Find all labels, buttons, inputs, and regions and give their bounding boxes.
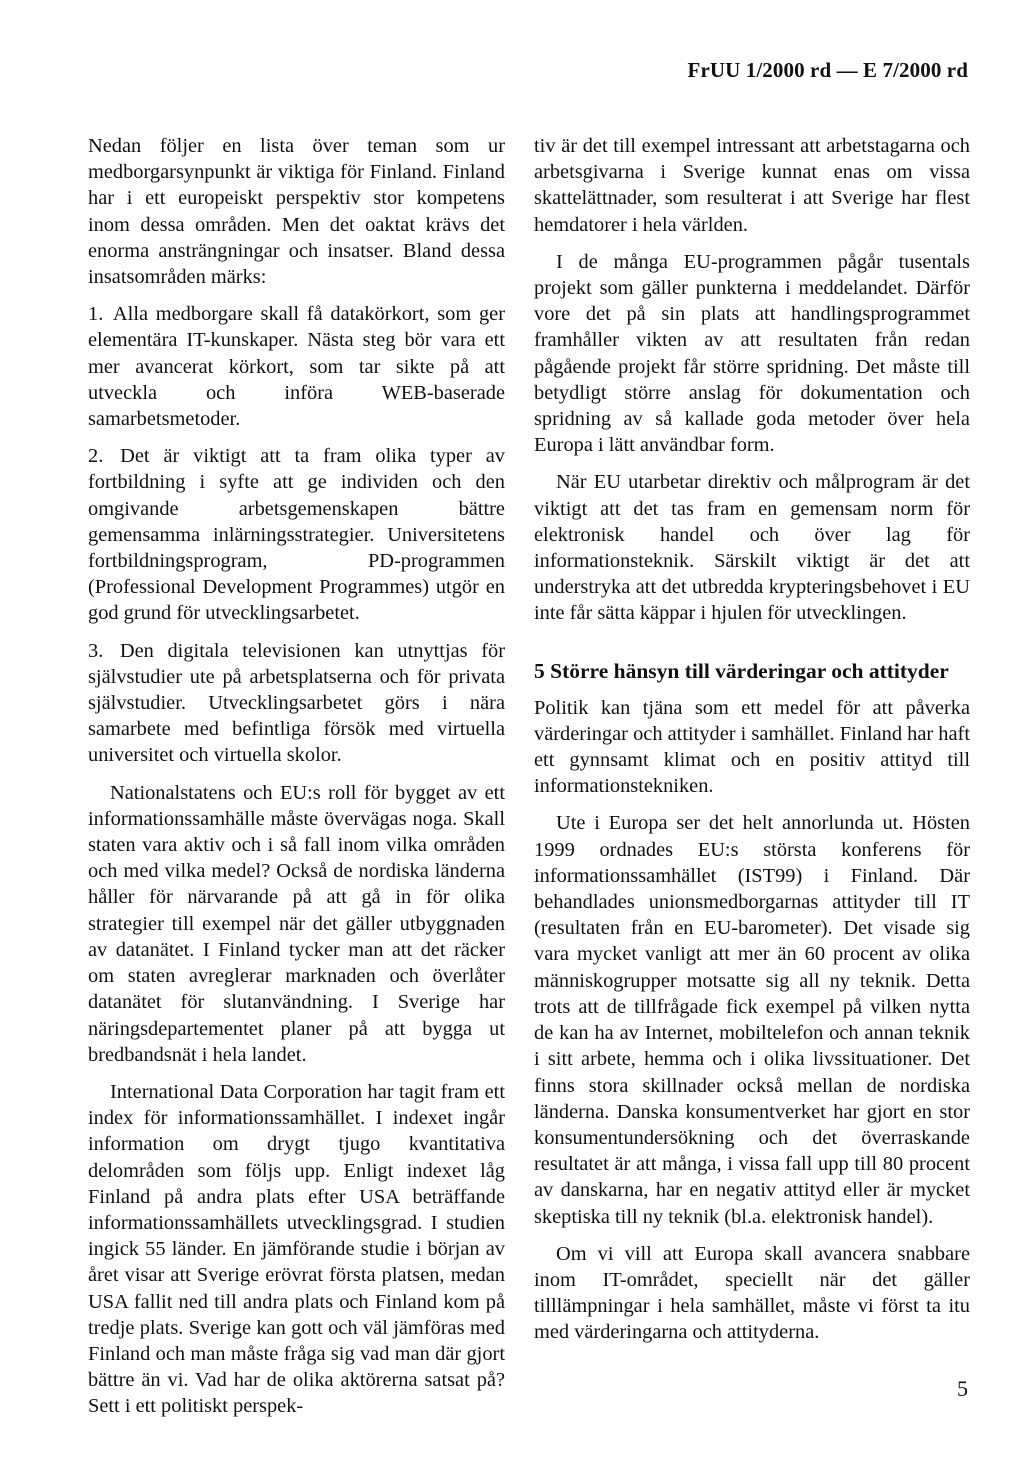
paragraph-directives: När EU utarbetar direktiv och målprogram är det viktigt att det tas fram en gemensam norm för elektronisk handel och över lag för informationsteknik. Särskilt viktigt är det att understryka att det utbredda krypteringsbehovet i EU inte får sätta käppar i hjulen för utvecklingen. [534, 471, 970, 625]
list-item-number: 1. [88, 303, 104, 326]
section-heading: 5 Större hänsyn till värderingar och attityder [534, 658, 949, 683]
intro-paragraph: Nedan följer en lista över teman som ur medborgarsynpunkt är viktiga för Finland. Finland har i ett europeiskt perspektiv stor kompetens inom dessa områden. Men det oaktat krävs det enorma ansträngningar och insatser. Bland dessa insatsområden märks: [88, 135, 505, 289]
paragraph-idc-index: International Data Corporation har tagit fram ett index för informationssamhället. I indexet ingår information om drygt tjugo kvantitativa delområden som följs upp. Enligt indexet låg Finland på andra plats efter USA beträffande informationssamhällets utvecklingsgrad. I studien ingick 55 länder. En jämförande studie i början av året visar att Sverige erövrat första platsen, medan USA fallit ned till andra plats och Finland kom på tredje plats. Sverige kan gott och väl jämföras med Finland och man måste fråga sig vad man där gjort bättre än vi. Vad har de olika aktörerna satsat på? Sett i ett politiskt perspek- [88, 1080, 505, 1418]
paragraph-europe-attitudes: Ute i Europa ser det helt annorlunda ut. Hösten 1999 ordnades EU:s största konferens för informationssamhället (IST99) i Finland. Där behandlades unionsmedborgarnas attityder till IT (resultaten från en EU-barometer). Det visade sig vara mycket vanligt att mer än 60 procent av olika människogrupper motsatte sig all ny teknik. Detta trots att de tillfrågade fick exempel på vilken nytta de kan ha av Internet, mobiltelefon och annan teknik i sitt arbete, hemma och i olika livssituationer. Det finns stora skillnader också mellan de nordiska länderna. Danska konsumentverket har gjort en stor konsumentundersökning och det överraskande resultatet är att många, i vissa fall upp till 80 procent av danskarna, har en negativ attityd eller är mycket skeptiska till ny teknik (bl.a. elektronisk handel). [534, 812, 970, 1228]
paragraph-conclusion: Om vi vill att Europa skall avancera snabbare inom IT-området, speciellt när det gäller tilllämpningar i hela samhället, måste vi först ta itu med värderingarna och attityderna. [534, 1242, 970, 1344]
list-item-3 [88, 638, 505, 769]
right-column [534, 133, 970, 1357]
list-item-1 [88, 301, 505, 432]
list-item-number: 3. [88, 639, 104, 662]
list-item-text: Den digitala televisionen kan utnyttjas för självstudier ute på arbetsplatserna och för privata självstudier. Utvecklingsarbetet görs i nära samarbete med befintliga försök med virtuella universitet och virtuella skolor. [88, 639, 505, 767]
running-header: FrUU 1/2000 rd — E 7/2000 rd [687, 58, 968, 82]
list-item-number: 2. [88, 445, 104, 468]
paragraph-continuation: tiv är det till exempel intressant att arbetstagarna och arbetsgivarna i Sverige kunnat enas om vissa skattelättnader, som resulterat i att Sverige har flest hemdatorer i hela världen. [534, 135, 970, 236]
page-number: 5 [957, 1376, 968, 1401]
paragraph-nation-state: Nationalstatens och EU:s roll för bygget av ett informationssamhälle måste övervägas noga. Skall staten vara aktiv och i så fall inom vilka områden och med vilka medel? Också de nordiska länderna håller för närvarande på att gå in för olika strategier till exempel när det gäller utbyggnaden av datanätet. I Finland tycker man att det räcker om staten avreglerar marknaden och överlåter datanätet för slutanvändning. I Sverige har näringsdepartementet planer på att bygga ut bredbandsnät i hela landet. [88, 781, 505, 1066]
list-item-2 [88, 443, 505, 626]
paragraph-politics: Politik kan tjäna som ett medel för att påverka värderingar och attityder i samhället. Finland har haft ett gynnsamt klimat och en positiv attityd till informationstekniken. [534, 696, 970, 798]
list-item-text: Det är viktigt att ta fram olika typer av fortbildning i syfte att ge individen och den omgivande arbetsgemenskapen bättre gemensamma inlärningsstrategier. Universitetens fortbildningsprogram, PD-programmen (Professional Development Programmes) utgör en god grund för utvecklingsarbetet. [88, 445, 505, 625]
paragraph-eu-programs: I de många EU-programmen pågår tusentals projekt som gäller punkterna i meddelandet. Därför vore det på sin plats att handlingsprogrammet framhåller vikten av att resultaten från redan pågående projekt får större spridning. Det måste till betydligt större anslag för dokumentation och spridning av så kallade goda metoder över hela Europa i lätt användbar form. [534, 250, 970, 457]
list-item-text: Alla medborgare skall få datakörkort, som ger elementära IT-kunskaper. Nästa steg bör vara ett mer avancerat körkort, som tar sikte på att utveckla och införa WEB-baserade samarbetsmetoder. [88, 303, 505, 431]
left-column [88, 133, 505, 1431]
